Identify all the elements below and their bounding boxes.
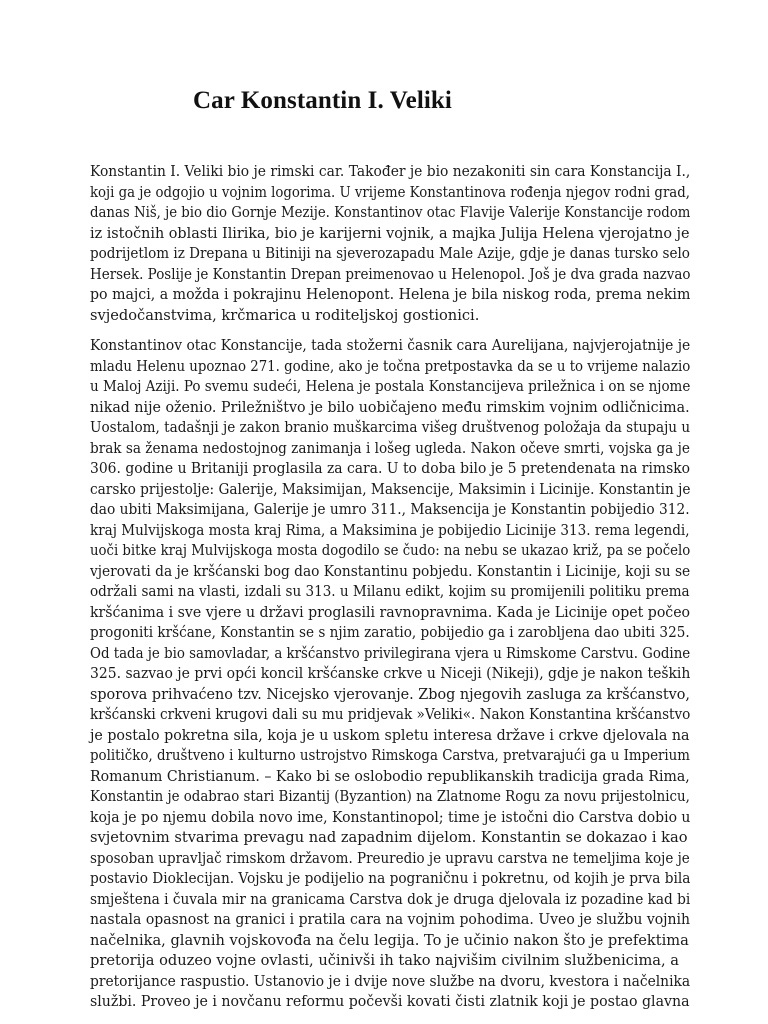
paragraph-line: Uostalom, tadašnji je zakon branio muškarcima višeg društvenog položaja da stupaju u	[90, 419, 691, 436]
paragraph-line: u Maloj Aziji. Po svemu sudeći, Helena je postala Konstancijeva priležnica i on se njome	[90, 378, 691, 395]
paragraph-line: podrijetlom iz Drepana u Bitiniji na sjeverozapadu Male Azije, gdje je danas tursko selo	[90, 245, 690, 262]
paragraph-line: je postalo pokretna sila, koja je u uskom spletu interesa države i crkve djelovala na	[90, 726, 690, 744]
paragraph-line: smještena i čuvala mir na granicama Carstva dok je druga djelovala iz pozadine kad bi	[90, 890, 691, 908]
paragraph-line: svjedočanstvima, krčmarica u roditeljskoj gostionici.	[90, 306, 480, 324]
paragraph-line: kraj Mulvijskoga mosta kraj Rima, a Maksimina je pobijedio Licinije 313. rema legendi,	[90, 521, 690, 539]
paragraph-line: 325. sazvao je prvi opći koncil kršćanske crkve u Niceji (Nikeji), gdje je nakon teških	[90, 665, 691, 682]
paragraph-line: vjerovati da je kršćanski bog dao Konstantinu pobjedu. Konstantin i Licinije, koji su se	[90, 562, 691, 580]
paragraph-line: mladu Helenu upoznao 271. godine, ako je točna pretpostavka da se u to vrijeme nalazio	[90, 357, 691, 375]
document-body	[90, 162, 690, 1013]
paragraph-line: pretorija oduzeo vojne ovlasti, učinivši ih tako najvišim civilnim službenicima, a	[90, 952, 679, 969]
paragraph-line: Romanum Christianum. – Kako bi se oslobodio republikanskih tradicija grada Rima,	[90, 767, 690, 785]
paragraph-line: Od tada je bio samovladar, a kršćanstvo privilegirana vjera u Rimskome Carstvu. Godine	[90, 644, 691, 662]
paragraph-line: koji ga je odgojio u vojnim logorima. U vrijeme Konstantinova rođenja njegov rodni grad,	[90, 183, 690, 201]
paragraph-line: danas Niš, je bio dio Gornje Mezije. Konstantinov otac Flavije Valerije Konstancije rodom	[90, 204, 691, 221]
paragraph-line: sporova prihvaćeno tzv. Nicejsko vjerovanje. Zbog njegovih zasluga za kršćanstvo,	[90, 685, 690, 703]
paragraph-line: nikad nije oženio. Priležništvo je bilo uobičajeno među rimskim vojnim odličnicima.	[90, 398, 690, 416]
paragraph-line: progoniti kršćane, Konstantin se s njim zaratio, pobijedio ga i zarobljena dao ubiti 325.	[90, 624, 690, 641]
paragraph-line: po majci, a možda i pokrajinu Helenopont. Helena je bila niskog roda, prema nekim	[90, 286, 691, 303]
paragraph-line: koja je po njemu dobila novo ime, Konstantinopol; time je istočni dio Carstva dobio u	[90, 808, 691, 826]
paragraph-line: carsko prijestolje: Galerije, Maksimijan, Maksencije, Maksimin i Licinije. Konstantin je	[90, 480, 691, 498]
paragraph-line: 306. godine u Britaniji proglasila za cara. U to doba bilo je 5 pretendenata na rimsko	[90, 460, 690, 477]
paragraph-line: uoči bitke kraj Mulvijskoga mosta dogodilo se čudo: na nebu se ukazao križ, pa se počelo	[90, 542, 691, 559]
document-title: Car Konstantin I. Veliki	[193, 87, 452, 114]
paragraph-line: brak sa ženama nedostojnog zanimanja i lošeg ugleda. Nakon očeve smrti, vojska ga je	[90, 439, 690, 457]
paragraph-line: političko, društveno i kulturno ustrojstvo Rimskoga Carstva, pretvarajući ga u Imperium	[90, 747, 690, 764]
paragraph-line: Konstantin je odabrao stari Bizantij (Byzantion) na Zlatnome Rogu za novu prijestolnicu,	[90, 788, 690, 805]
paragraph-line: nastala opasnost na granici i pratila cara na vojnim pohodima. Uveo je službu vojnih	[90, 911, 691, 928]
body-paragraph	[90, 336, 690, 1013]
paragraph-line: kršćanima i sve vjere u državi proglasili ravnopravnima. Kada je Licinije opet počeo	[90, 603, 691, 621]
paragraph-line: svjetovnim stvarima prevagu nad zapadnim dijelom. Konstantin se dokazao i kao	[90, 829, 688, 846]
paragraph-line: Hersek. Poslije je Konstantin Drepan preimenovao u Helenopol. Još je dva grada nazvao	[90, 265, 691, 283]
paragraph-line: iz istočnih oblasti Ilirika, bio je karijerni vojnik, a majka Julija Helena vjerojatno je	[90, 224, 690, 242]
paragraph-line: kršćanski crkveni krugovi dali su mu pridjevak »Veliki«. Nakon Konstantina kršćanstvo	[90, 706, 691, 723]
paragraph-line: održali sami na vlasti, izdali su 313. u Milanu edikt, kojim su promijenili politiku prema	[90, 583, 690, 600]
paragraph-line: načelnika, glavnih vojskovođa na čelu legija. To je učinio nakon što je prefektima	[90, 931, 689, 949]
paragraph-line: Konstantinov otac Konstancije, tada stožerni časnik cara Aurelijana, najvjerojatnije je	[90, 337, 691, 354]
paragraph-line: dao ubiti Maksimijana, Galerije je umro 311., Maksencija je Konstantin pobijedio 312.	[90, 501, 690, 518]
paragraph-line: postavio Dioklecijan. Vojsku je podijelio na pograničnu i pokretnu, od kojih je prva bila	[90, 870, 691, 887]
paragraph-line: službi. Proveo je i novčanu reformu počevši kovati čisti zlatnik koji je postao glavna	[90, 993, 690, 1010]
paragraph-line: sposoban upravljač rimskom državom. Preuredio je upravu carstva ne temeljima koje je	[90, 849, 690, 867]
body-paragraph	[90, 162, 690, 326]
paragraph-line: pretorijance raspustio. Ustanovio je i dvije nove službe na dvoru, kvestora i načelnika	[90, 972, 691, 990]
paragraph-line: Konstantin I. Veliki bio je rimski car. Također je bio nezakoniti sin cara Konstancija I.,	[90, 163, 691, 180]
